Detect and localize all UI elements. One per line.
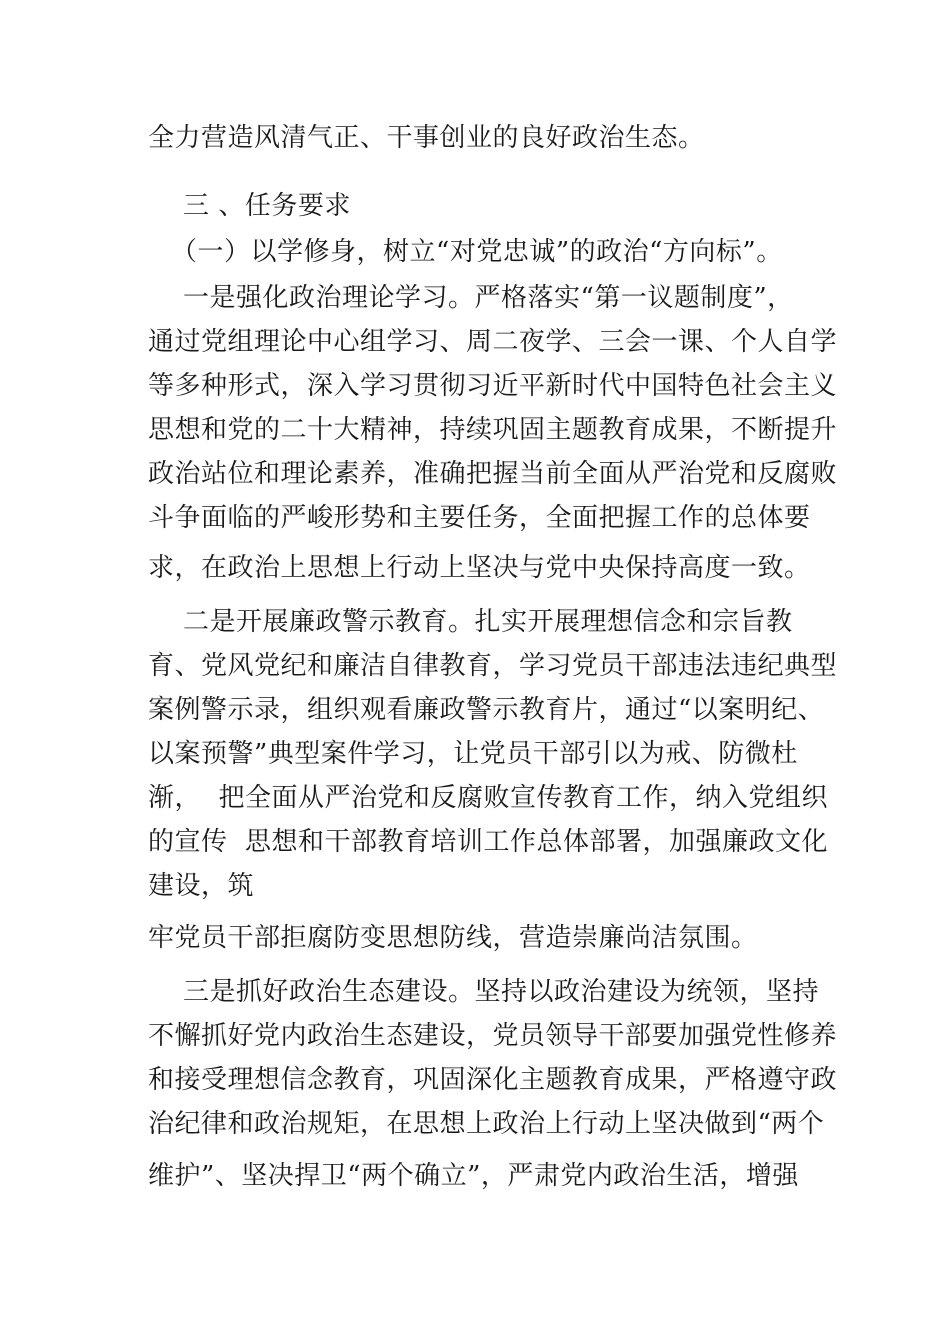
- text-line: 的宣传 思想和干部教育培训工作总体部署，加强廉政文化: [148, 827, 829, 857]
- text-line: 三是抓好政治生态建设。坚持以政治建设为统领，坚持: [148, 977, 820, 1007]
- text-line: 治纪律和政治规矩，在思想上政治上行动上坚决做到“两个: [148, 1109, 825, 1139]
- section-heading: 三 、任务要求: [148, 191, 351, 221]
- text-line: 求，在政治上思想上行动上坚决与党中央保持高度一致。: [148, 553, 811, 583]
- text-line: 思想和党的二十大精神，持续巩固主题教育成果，不断提升: [148, 415, 838, 445]
- text-line: 斗争面临的严峻形势和主要任务，全面把握工作的总体要: [148, 503, 811, 533]
- text-line: 和接受理想信念教育，巩固深化主题教育成果，严格遵守政: [148, 1065, 838, 1095]
- text-line: 通过党组理论中心组学习、周二夜学、三会一课、个人自学: [148, 327, 838, 357]
- text-line: 全力营造风清气正、干事创业的良好政治生态。: [148, 123, 705, 153]
- text-line: 维护”、坚决捍卫“两个确立”，严肃党内政治生活，增强: [148, 1161, 799, 1191]
- text-line: 渐， 把全面从严治党和反腐败宣传教育工作，纳入党组织: [148, 783, 829, 813]
- text-line: 牢党员干部拒腐防变思想防线，营造崇廉尚洁氛围。: [148, 923, 758, 953]
- text-line: 二是开展廉政警示教育。扎实开展理想信念和宗旨教: [148, 607, 793, 637]
- text-line: 等多种形式，深入学习贯彻习近平新时代中国特色社会主义: [148, 371, 838, 401]
- text-line: 以案预警”典型案件学习，让党员干部引以为戒、防微杜: [148, 739, 798, 769]
- text-line: 不懈抓好党内政治生态建设，党员领导干部要加强党性修养: [148, 1021, 838, 1051]
- text-line: 政治站位和理论素养，准确把握当前全面从严治党和反腐败: [148, 459, 838, 489]
- subsection-heading: （一）以学修身，树立“对党忠诚”的政治“方向标”。: [136, 237, 783, 267]
- text-line: 一是强化政治理论学习。严格落实“第一议题制度”，: [148, 283, 794, 313]
- text-line: 育、党风党纪和廉洁自律教育，学习党员干部违法违纪典型: [148, 651, 838, 681]
- text-line: 案例警示录，组织观看廉政警示教育片，通过“以案明纪、: [148, 695, 825, 725]
- text-line: 建设，筑: [148, 871, 255, 901]
